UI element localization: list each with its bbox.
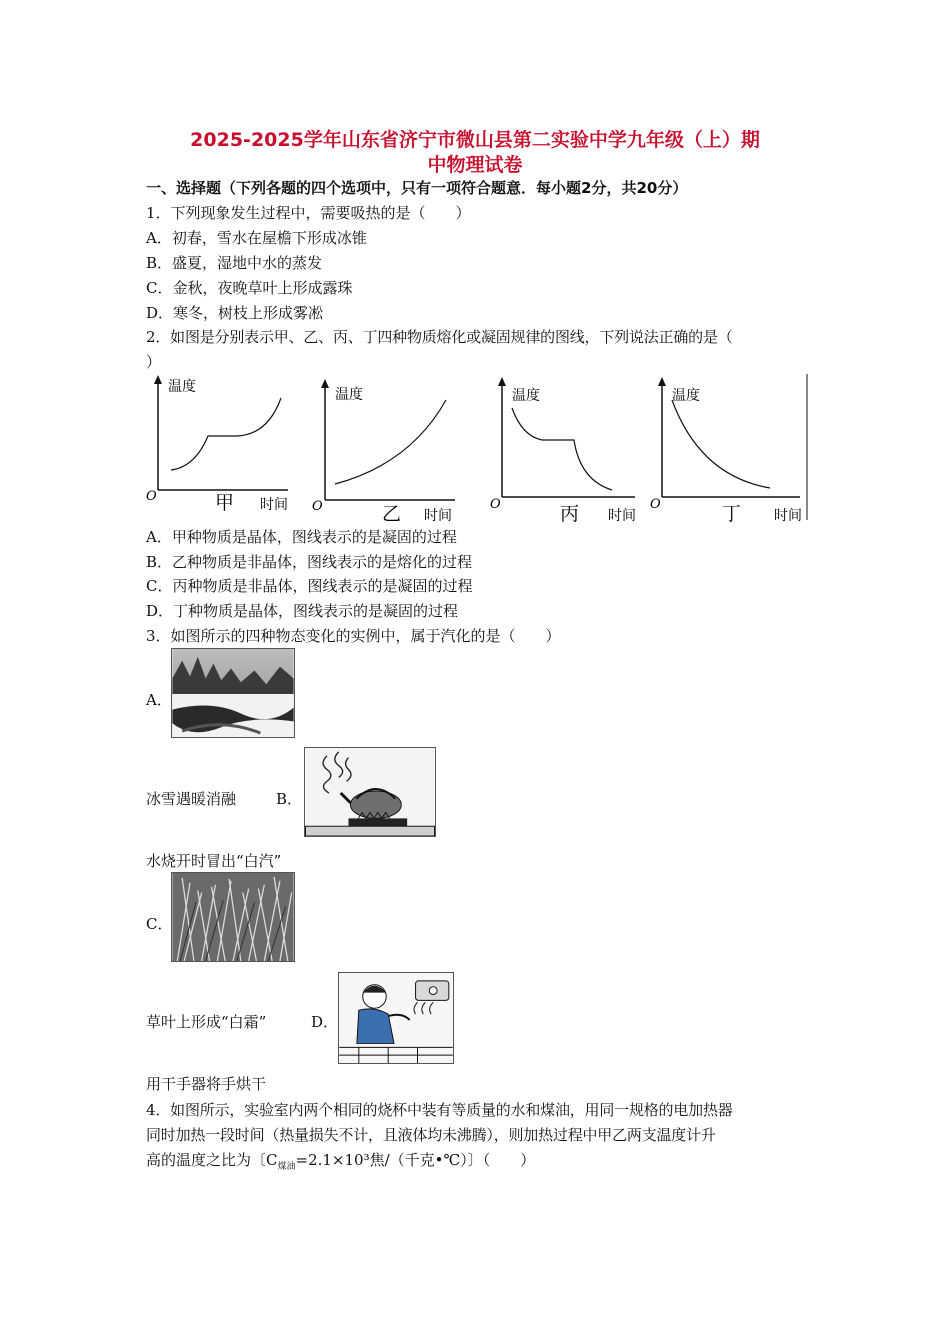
q2-option-c: C．丙种物质是非晶体，图线表示的是凝固的过程 bbox=[146, 577, 473, 595]
graph-jia bbox=[143, 372, 293, 522]
graph-ding-name: 丁 bbox=[722, 503, 742, 522]
q3-option-c-label: C． bbox=[146, 915, 173, 933]
section-heading: 一、选择题（下列各题的四个选项中，只有一项符合题意．每小题2分，共20分） bbox=[146, 179, 688, 197]
q4-line-3-start: 高的温度之比为〔C bbox=[146, 1151, 278, 1169]
q3-option-a-label: A． bbox=[146, 691, 172, 709]
kerosene-subscript: 煤油 bbox=[277, 1162, 296, 1172]
graph-bing-ylabel: 温度 bbox=[512, 388, 540, 404]
q1-stem: 1．下列现象发生过程中，需要吸热的是（ ） bbox=[146, 204, 471, 222]
graph-ding bbox=[650, 372, 808, 522]
q3-option-b-caption: 水烧开时冒出“白汽” bbox=[146, 852, 282, 870]
q3-option-b-label: B． bbox=[276, 790, 303, 808]
q4-line-3 bbox=[146, 1150, 535, 1177]
q1-option-c: C．金秋，夜晚草叶上形成露珠 bbox=[146, 279, 353, 297]
graph-yi-name: 乙 bbox=[382, 503, 402, 522]
graph-jia-name: 甲 bbox=[215, 492, 235, 514]
graph-ding-origin: O bbox=[650, 497, 661, 512]
graph-bing-name: 丙 bbox=[560, 503, 580, 522]
graph-jia-origin: O bbox=[146, 489, 157, 504]
q4-line-3-end: =2.1×10³焦/（千克•℃）〕（ ） bbox=[295, 1151, 536, 1169]
curve-ding bbox=[672, 400, 770, 488]
graph-ding-ylabel: 温度 bbox=[672, 388, 700, 404]
q2-option-a: A．甲种物质是晶体，图线表示的是凝固的过程 bbox=[146, 528, 457, 546]
q1-option-a: A．初春，雪水在屋檐下形成冰锥 bbox=[146, 229, 367, 247]
graph-jia-xlabel: 时间 bbox=[260, 497, 288, 513]
q1-option-b: B．盛夏，湿地中水的蒸发 bbox=[146, 254, 323, 272]
graph-yi-xlabel: 时间 bbox=[424, 508, 452, 522]
frost-grass-image bbox=[171, 872, 295, 962]
q4-line-1: 4．如图所示，实验室内两个相同的烧杯中装有等质量的水和煤油，用同一规格的电加热器 bbox=[146, 1101, 733, 1119]
q3-option-d-label: D． bbox=[311, 1013, 339, 1031]
page-title-line-2: 中物理试卷 bbox=[427, 154, 523, 176]
graph-yi-ylabel: 温度 bbox=[335, 387, 363, 403]
curve-yi bbox=[335, 400, 446, 484]
graph-yi-origin: O bbox=[312, 499, 323, 514]
graph-bing-xlabel: 时间 bbox=[608, 508, 636, 522]
boiling-kettle-image bbox=[304, 747, 436, 837]
graph-bing-origin: O bbox=[490, 497, 501, 512]
q3-stem: 3．如图所示的四种物态变化的实例中，属于汽化的是（ ） bbox=[146, 627, 561, 645]
page-title-line-1: 2025-2025学年山东省济宁市微山县第二实验中学九年级（上）期 bbox=[190, 129, 760, 151]
q2-option-d: D．丁种物质是晶体，图线表示的是凝固的过程 bbox=[146, 602, 459, 620]
q3-option-c-caption: 草叶上形成“白霜” bbox=[146, 1013, 267, 1031]
curve-jia bbox=[171, 398, 281, 470]
q3-option-a-caption: 冰雪遇暖消融 bbox=[146, 790, 237, 808]
graph-bing bbox=[490, 372, 640, 522]
graph-yi bbox=[310, 372, 460, 522]
q2-option-b: B．乙种物质是非晶体，图线表示的是熔化的过程 bbox=[146, 553, 473, 571]
q1-option-d: D．寒冬，树枝上形成雾凇 bbox=[146, 304, 324, 322]
hand-dryer-image bbox=[338, 972, 454, 1064]
graph-jia-ylabel: 温度 bbox=[168, 379, 196, 395]
q3-option-d-caption: 用干手器将手烘干 bbox=[146, 1075, 267, 1093]
q2-stem-line-2: ） bbox=[146, 353, 162, 371]
q4-line-2: 同时加热一段时间（热量损失不计，且液体均未沸腾），则加热过程中甲乙两支温度计升 bbox=[146, 1126, 716, 1144]
graph-ding-xlabel: 时间 bbox=[774, 508, 802, 522]
q2-stem-line-1: 2．如图是分别表示甲、乙、丙、丁四种物质熔化或凝固规律的图线，下列说法正确的是（ bbox=[146, 328, 733, 346]
curve-bing bbox=[512, 408, 612, 490]
melting-snow-image bbox=[171, 648, 295, 738]
